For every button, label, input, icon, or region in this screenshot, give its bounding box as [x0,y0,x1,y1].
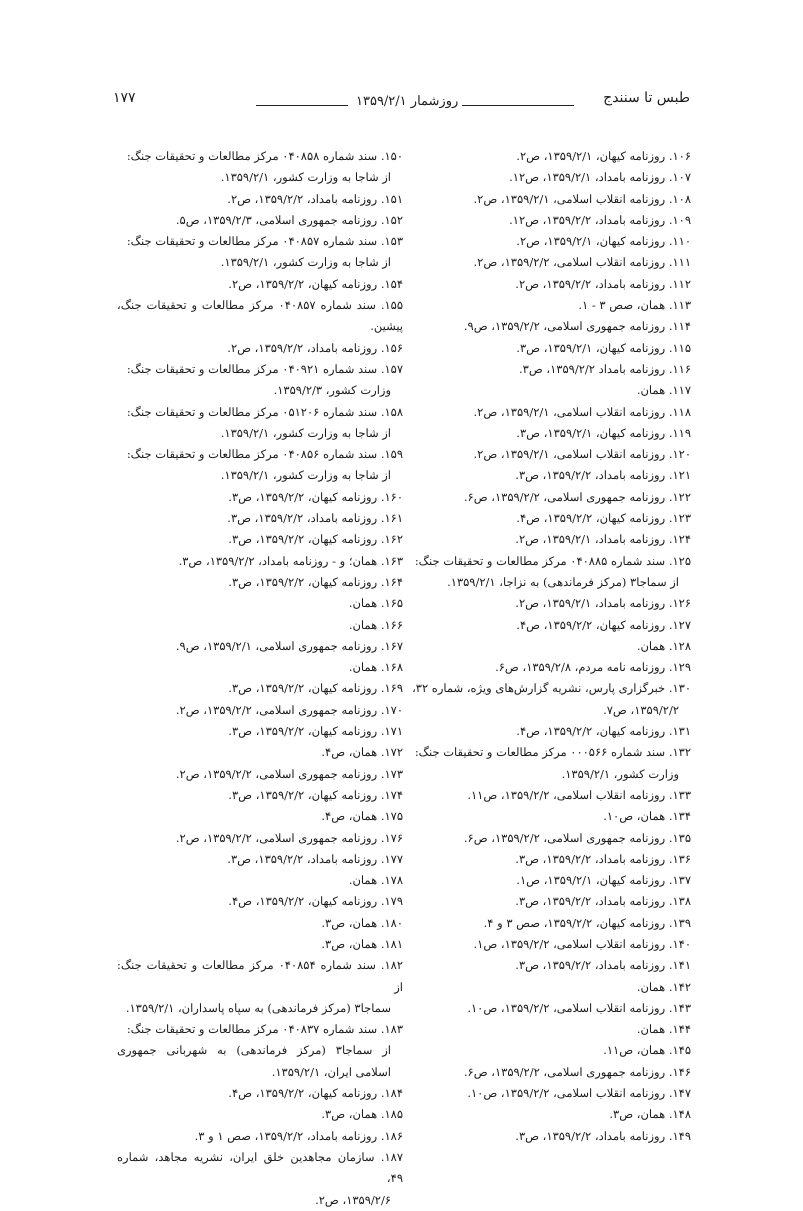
footnote-item [405,849,691,870]
footnote-number: ۱۸۲. [380,958,403,973]
footnote-text: همان. [348,660,378,675]
footnote-text: روزنامه نامه مردم، ۱۳۵۹/۲/۸، ص۶. [495,660,666,675]
footnote-text: روزنامه بامداد، ۱۳۵۹/۲/۲، ص۲. [227,340,378,355]
footnote-item [405,338,691,359]
footnote-number: ۱۵۶. [380,340,403,355]
footnote-item [405,657,691,678]
page-number: ۱۷۷ [113,90,136,106]
footnote-continuation: از شاجا به وزارت کشور، ۱۳۵۹/۲/۱. [220,170,391,185]
footnote-number: ۱۱۸. [668,404,691,419]
footnote-item [117,274,403,295]
footnote-item [117,636,403,657]
footnote-item [117,785,403,806]
footnote-text: روزنامه انقلاب اسلامی، ۱۳۵۹/۲/۲، ص۱۰. [467,1086,666,1101]
footnote-item [117,551,403,572]
footnote-item [405,1062,691,1083]
footnote-number: ۱۵۱. [380,191,403,206]
footnote-number: ۱۲۷. [668,617,691,632]
footnote-number: ۱۲۳. [668,511,691,526]
footnote-text: روزنامه کیهان، ۱۳۵۹/۲/۱، ص۱. [516,873,666,888]
notes-list [405,146,691,1147]
footnote-text: روزنامه بامداد، ۱۳۵۹/۲/۲، ص۳. [515,851,666,866]
footnote-text: سند شماره ۰۴۰۸۵۷ مرکز مطالعات و تحقیقات جنگ: [126,234,378,249]
footnote-number: ۱۲۹. [668,660,691,675]
footnote-number: ۱۶۷. [380,638,403,653]
footnote-item [117,189,403,210]
footnote-text: روزنامه جمهوری اسلامی، ۱۳۵۹/۲/۲، ص۶. [463,489,666,504]
footnote-number: ۱۵۸. [380,404,403,419]
footnote-number: ۱۶۹. [380,681,403,696]
footnote-item [117,955,403,1019]
footnote-item [405,998,691,1019]
footnote-continuation: ۱۳۵۹/۲/۶، ص۲. [315,1192,391,1207]
footnote-item [117,572,403,593]
footnote-item [405,1083,691,1104]
footnote-text: همان، ص۳. [321,915,378,930]
footnote-number: ۱۸۴. [380,1086,403,1101]
footnote-item [117,402,403,445]
footnote-item [405,721,691,742]
footnote-number: ۱۱۱. [668,255,691,270]
footnote-item [405,934,691,955]
footnote-item [405,167,691,188]
footnote-text: همان، ص۴. [321,809,378,824]
footnote-item [405,359,691,380]
footnote-number: ۱۶۳. [380,553,403,568]
footnote-text: خبرگزاری پارس، نشریه گزارش‌های ویژه، شماره ۳۲، [412,681,666,696]
footnote-number: ۱۳۳. [668,787,691,802]
footnote-text: روزنامه کیهان، ۱۳۵۹/۲/۲، ص۲. [228,276,378,291]
footnote-item [117,1104,403,1125]
footnote-number: ۱۱۴. [668,319,691,334]
footnote-text: سند شماره ۰۴۰۸۵۴ مرکز مطالعات و تحقیقات جنگ: از [117,958,403,994]
footnote-number: ۱۳۹. [668,915,691,930]
footnote-continuation: از سماجا۳ (مرکز فرماندهی) به نزاجا، ۱۳۵۹/۲/۱. [447,574,679,589]
footnote-continuation: از سماجا۳ (مرکز فرماندهی) به شهربانی جمهوری اسلامی ایران، ۱۳۵۹/۲/۱. [117,1043,391,1079]
footnote-number: ۱۴۸. [668,1107,691,1122]
footnote-number: ۱۳۷. [668,873,691,888]
footnote-number: ۱۴۱. [668,958,691,973]
footnote-text: روزنامه بامداد، ۱۳۵۹/۲/۲، ص۳. [515,894,666,909]
footnote-number: ۱۳۸. [668,894,691,909]
footnote-item [117,934,403,955]
footnote-number: ۱۱۲. [668,276,691,291]
footnote-number: ۱۳۵. [668,830,691,845]
notes-column-left [117,146,403,1211]
footnote-item [405,444,691,465]
footnote-text: همان. [636,979,666,994]
footnote-item [405,210,691,231]
footnote-number: ۱۶۱. [380,511,403,526]
footnote-text: سند شماره ۰۴۰۸۸۵ مرکز مطالعات و تحقیقات جنگ: [414,553,666,568]
footnote-text: روزنامه کیهان، ۱۳۵۹/۲/۲، ص۳. [228,574,378,589]
footnote-number: ۱۴۵. [668,1043,691,1058]
footnote-item [405,295,691,316]
footnote-text: روزنامه کیهان، ۱۳۵۹/۲/۱، ص۳. [516,340,666,355]
footnote-number: ۱۶۴. [380,574,403,589]
footnote-number: ۱۳۰. [668,681,691,696]
footnote-item [117,146,403,189]
footnote-text: روزنامه کیهان، ۱۳۵۹/۲/۱، ص۲. [516,234,666,249]
footnote-text: سند شماره ۰۴۰۸۵۷ مرکز مطالعات و تحقیقات جنگ، پیشین. [117,298,403,334]
footnote-item [117,593,403,614]
footnote-item [405,1019,691,1040]
footnote-text: روزنامه کیهان، ۱۳۵۹/۲/۲، ص۳. [228,532,378,547]
footnote-continuation: از شاجا به وزارت کشور، ۱۳۵۹/۲/۱. [220,468,391,483]
footnote-number: ۱۱۶. [668,361,691,376]
footnote-item [117,338,403,359]
footnote-number: ۱۴۴. [668,1022,691,1037]
footnote-number: ۱۴۶. [668,1064,691,1079]
footnote-text: روزنامه کیهان، ۱۳۵۹/۲/۲، ص۴. [228,1086,378,1101]
footnote-item [117,210,403,231]
footnote-text: روزنامه بامداد، ۱۳۵۹/۲/۲، ص۲. [227,191,378,206]
footnote-item [405,742,691,785]
footnote-item [405,508,691,529]
footnote-item [117,828,403,849]
footnote-text: روزنامه جمهوری اسلامی، ۱۳۵۹/۲/۲، ص۶. [463,1064,666,1079]
footnote-item [117,913,403,934]
footnote-number: ۱۷۷. [380,851,403,866]
footnote-number: ۱۵۲. [380,212,403,227]
footnote-item [405,1126,691,1147]
footnote-number: ۱۶۸. [380,660,403,675]
footnote-number: ۱۷۳. [380,766,403,781]
footnote-item [117,806,403,827]
footnote-number: ۱۲۵. [668,553,691,568]
footnote-item [117,529,403,550]
footnote-item [117,700,403,721]
footnote-number: ۱۷۱. [380,724,403,739]
footnote-item [117,444,403,487]
footnote-item [405,615,691,636]
footnote-text: همان. [636,383,666,398]
footnote-number: ۱۷۴. [380,787,403,802]
footnote-text: روزنامه انقلاب اسلامی، ۱۳۵۹/۲/۲، ص۱۱. [467,787,666,802]
footnote-text: روزنامه کیهان، ۱۳۵۹/۲/۲، ص۳. [228,787,378,802]
footnote-text: روزنامه جمهوری اسلامی، ۱۳۵۹/۲/۲، ص۲. [175,702,378,717]
footnote-number: ۱۵۷. [380,361,403,376]
footnote-item [405,274,691,295]
footnote-number: ۱۷۲. [380,745,403,760]
footnote-continuation: وزارت کشور، ۱۳۵۹/۲/۳. [273,383,391,398]
footnote-item [405,316,691,337]
footnote-text: همان؛ و - روزنامه بامداد، ۱۳۵۹/۲/۲، ص۳. [178,553,378,568]
footnote-number: ۱۵۰. [380,149,403,163]
footnote-text: روزنامه جمهوری اسلامی، ۱۳۵۹/۲/۲، ص۹. [463,319,666,334]
footnote-item [117,870,403,891]
footnote-item [117,508,403,529]
footnote-item [117,295,403,338]
footnote-number: ۱۷۹. [380,894,403,909]
footnote-item [117,1147,403,1211]
footnote-text: روزنامه کیهان، ۱۳۵۹/۲/۲، ص۴. [516,617,666,632]
footnote-number: ۱۸۷. [380,1149,403,1164]
footnote-number: ۱۱۷. [668,383,691,398]
footnote-item [405,252,691,273]
footnote-number: ۱۱۳. [668,298,691,313]
footnote-number: ۱۷۶. [380,830,403,845]
footnote-number: ۱۶۵. [380,596,403,611]
footnote-text: روزنامه بامداد، ۱۳۵۹/۲/۲، ص۳. [515,958,666,973]
footnote-text: روزنامه جمهوری اسلامی، ۱۳۵۹/۲/۲، ص۶. [463,830,666,845]
footnote-text: روزنامه بامداد، ۱۳۵۹/۲/۲، صص ۱ و ۳. [194,1128,378,1143]
footnote-text: روزنامه بامداد، ۱۳۵۹/۲/۲، ص۳. [227,851,378,866]
footnote-item [405,891,691,912]
footnote-number: ۱۵۳. [380,234,403,249]
footnote-item [405,828,691,849]
footnote-continuation: سماجا۳ (مرکز فرماندهی) به سپاه پاسداران، ۱۳۵۹/۲/۱. [125,1000,391,1015]
footnote-text: روزنامه بامداد، ۱۳۵۹/۲/۲، ص۱۲. [509,212,666,227]
footnote-text: روزنامه کیهان، ۱۳۵۹/۲/۱، ص۳. [516,425,666,440]
page-header [113,88,690,118]
footnote-number: ۱۴۳. [668,1000,691,1015]
footnote-item [117,359,403,402]
footnote-text: روزنامه کیهان، ۱۳۵۹/۲/۲، صص ۳ و ۴. [483,915,666,930]
footnote-number: ۱۴۰. [668,936,691,951]
footnote-number: ۱۸۱. [380,936,403,951]
footnote-item [117,764,403,785]
footnote-text: همان، ص۱۱. [603,1043,666,1058]
footnote-number: ۱۸۵. [380,1107,403,1122]
footnote-item [117,487,403,508]
footnote-number: ۱۸۰. [380,915,403,930]
footnote-item [405,785,691,806]
footnote-text: همان. [348,617,378,632]
footnote-number: ۱۸۳. [380,1022,403,1037]
footnote-item [117,615,403,636]
footnote-text: روزنامه کیهان، ۱۳۵۹/۲/۲، ص۳. [228,489,378,504]
footnote-text: همان. [348,596,378,611]
footnote-text: سند شماره ۰۴۰۸۳۷ مرکز مطالعات و تحقیقات جنگ: [126,1022,378,1037]
footnote-text: روزنامه کیهان، ۱۳۵۹/۲/۲، ص۴. [516,724,666,739]
footnote-text: سند شماره ۰۰۰۵۶۶ مرکز مطالعات و تحقیقات جنگ: [414,745,666,760]
footnote-text: روزنامه کیهان، ۱۳۵۹/۲/۲، ص۴. [228,894,378,909]
footnote-continuation: ۱۳۵۹/۲/۲، ص۷. [603,702,679,717]
footnote-text: سند شماره ۰۵۱۲۰۶ مرکز مطالعات و تحقیقات جنگ: [126,404,378,419]
footnote-text: روزنامه جمهوری اسلامی، ۱۳۵۹/۲/۲، ص۲. [175,830,378,845]
running-head: روزشمار ۱۳۵۹/۲/۱ [356,94,459,109]
footnote-number: ۱۲۲. [668,489,691,504]
book-title: طبس تا سنندج [603,90,690,106]
footnote-item [405,465,691,486]
footnote-number: ۱۶۰. [380,489,403,504]
footnote-item [117,678,403,699]
footnote-text: روزنامه کیهان، ۱۳۵۹/۲/۲، ص۳. [228,724,378,739]
footnote-number: ۱۱۹. [668,425,691,440]
footnote-item [405,189,691,210]
footnote-text: روزنامه کیهان، ۱۳۵۹/۲/۲، ص۴. [516,511,666,526]
footnote-item [405,678,691,721]
footnote-item [405,402,691,423]
footnote-number: ۱۳۴. [668,809,691,824]
footnote-number: ۱۷۰. [380,702,403,717]
footnote-item [405,636,691,657]
footnote-number: ۱۳۱. [668,724,691,739]
footnote-item [117,231,403,274]
footnote-number: ۱۰۷. [668,170,691,185]
footnote-item [405,1040,691,1061]
footnote-number: ۱۳۶. [668,851,691,866]
footnote-text: روزنامه بامداد، ۱۳۵۹/۲/۲، ص۳. [227,511,378,526]
header-rule [462,105,574,106]
footnote-number: ۱۵۹. [380,447,403,462]
footnote-number: ۱۰۹. [668,212,691,227]
footnote-item [405,529,691,550]
footnote-item [405,551,691,594]
footnote-text: روزنامه انقلاب اسلامی، ۱۳۵۹/۲/۲، ص۲. [473,255,666,270]
footnote-text: روزنامه جمهوری اسلامی، ۱۳۵۹/۲/۱، ص۹. [175,638,378,653]
footnote-item [117,1083,403,1104]
footnote-text: سند شماره ۰۴۰۸۵۸ مرکز مطالعات و تحقیقات جنگ: [126,149,378,163]
footnote-text: روزنامه بامداد، ۱۳۵۹/۲/۱، ص۲. [515,596,666,611]
footnote-number: ۱۱۰. [668,234,691,249]
footnote-item [117,742,403,763]
footnote-number: ۱۷۸. [380,873,403,888]
footnote-item [405,231,691,252]
header-rule [256,105,348,106]
footnote-number: ۱۲۶. [668,596,691,611]
footnote-text: همان، ص۳. [321,936,378,951]
footnote-text: همان، صص ۳ - ۱. [578,298,666,313]
footnote-text: روزنامه بامداد، ۱۳۵۹/۲/۲، ص۲. [515,276,666,291]
footnote-number: ۱۸۶. [380,1128,403,1143]
footnote-number: ۱۵۴. [380,276,403,291]
footnote-text: روزنامه انقلاب اسلامی، ۱۳۵۹/۲/۲، ص۱. [473,936,666,951]
footnote-item [405,1104,691,1125]
footnote-text: سند شماره ۰۴۰۸۵۶ مرکز مطالعات و تحقیقات جنگ: [126,447,378,462]
footnote-number: ۱۳۲. [668,745,691,760]
footnote-item [405,423,691,444]
footnote-item [405,487,691,508]
footnote-text: روزنامه جمهوری اسلامی، ۱۳۵۹/۲/۲، ص۲. [175,766,378,781]
footnote-item [405,870,691,891]
footnote-item [117,1019,403,1083]
footnote-item [405,146,691,167]
footnote-text: روزنامه بامداد ۱۳۵۹/۲/۲، ص۳. [519,361,666,376]
notes-column-right [405,146,691,1147]
footnote-number: ۱۷۵. [380,809,403,824]
footnote-item [405,593,691,614]
notes-list [117,146,403,1211]
footnote-text: روزنامه انقلاب اسلامی، ۱۳۵۹/۲/۱، ص۲. [473,191,666,206]
footnote-item [405,806,691,827]
footnote-number: ۱۵۵. [380,298,404,313]
footnote-number: ۱۲۰. [668,447,691,462]
footnote-text: سازمان مجاهدین خلق ایران، نشریه مجاهد، شماره ۴۹، [117,1149,403,1186]
footnote-text: همان، ص۴. [321,745,378,760]
footnote-number: ۱۴۷. [668,1086,691,1101]
footnote-text: روزنامه بامداد، ۱۳۵۹/۲/۲، ص۳. [515,1128,666,1143]
footnote-text: همان. [348,873,378,888]
footnote-item [117,657,403,678]
footnote-item [405,380,691,401]
footnote-number: ۱۶۶. [380,617,403,632]
footnote-text: روزنامه جمهوری اسلامی، ۱۳۵۹/۲/۳، ص۵. [175,212,378,227]
footnote-item [117,891,403,912]
footnote-item [117,1126,403,1147]
footnote-number: ۱۴۹. [668,1128,691,1143]
footnote-text: روزنامه کیهان، ۱۳۵۹/۲/۱، ص۲. [516,149,666,163]
footnote-continuation: از شاجا به وزارت کشور، ۱۳۵۹/۲/۱. [220,425,391,440]
footnote-number: ۱۲۸. [668,638,691,653]
footnote-item [405,977,691,998]
footnote-text: همان، ص۱۰. [603,809,666,824]
footnote-text: روزنامه بامداد، ۱۳۵۹/۲/۱، ص۲. [515,532,666,547]
footnote-number: ۱۰۸. [668,191,691,206]
footnote-text: همان. [636,1022,666,1037]
footnote-text: همان. [636,638,666,653]
footnote-number: ۱۰۶. [668,149,691,163]
footnote-number: ۱۴۲. [668,979,691,994]
footnote-text: روزنامه انقلاب اسلامی، ۱۳۵۹/۲/۲، ص۱۰. [467,1000,666,1015]
footnote-item [117,849,403,870]
footnote-continuation: از شاجا به وزارت کشور، ۱۳۵۹/۲/۱. [220,255,391,270]
footnote-number: ۱۲۱. [668,468,691,483]
footnote-text: روزنامه بامداد، ۱۳۵۹/۲/۲، ص۳. [515,468,666,483]
footnote-continuation: وزارت کشور، ۱۳۵۹/۲/۱. [561,766,679,781]
footnote-number: ۱۶۲. [380,532,403,547]
footnote-item [405,913,691,934]
footnote-text: سند شماره ۰۴۰۹۲۱ مرکز مطالعات و تحقیقات جنگ: [126,361,378,376]
footnote-number: ۱۱۵. [668,340,691,355]
footnote-text: همان، ص۳. [609,1107,666,1122]
footnote-item [405,955,691,976]
footnote-text: روزنامه بامداد، ۱۳۵۹/۲/۱، ص۱۲. [509,170,666,185]
footnote-text: روزنامه انقلاب اسلامی، ۱۳۵۹/۲/۱، ص۲. [473,404,666,419]
footnote-text: همان، ص۳. [321,1107,378,1122]
footnote-item [117,721,403,742]
footnote-text: روزنامه کیهان، ۱۳۵۹/۲/۲، ص۳. [228,681,378,696]
footnote-number: ۱۲۴. [668,532,691,547]
footnote-text: روزنامه انقلاب اسلامی، ۱۳۵۹/۲/۱، ص۲. [473,447,666,462]
